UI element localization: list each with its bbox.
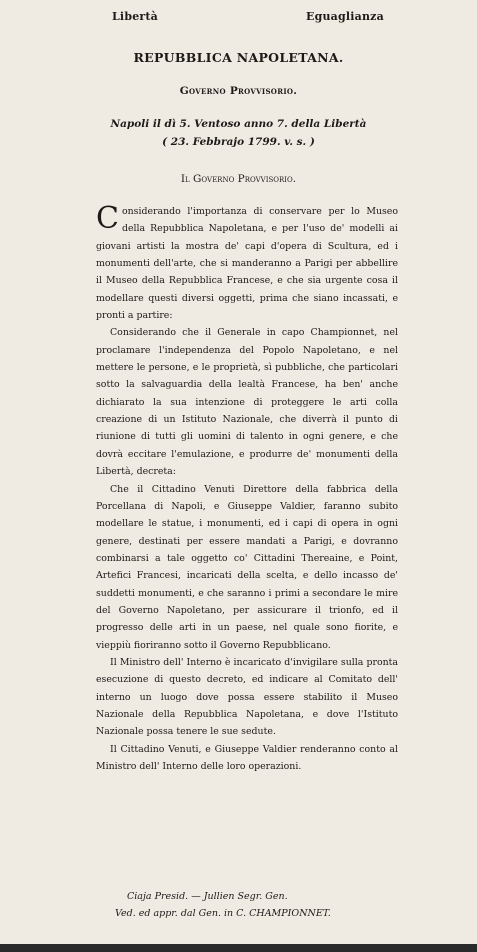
signature-president: Ciaja Presid. — Jullien Segr. Gen. [127, 891, 288, 902]
decree-paragraph: Il Cittadino Venuti, e Giuseppe Valdier renderanno conto al Ministro dell' Interno delle loro operazioni. [96, 743, 398, 772]
decree-body [96, 203, 398, 775]
motto-liberta: Libertà [112, 10, 159, 23]
signature-approval: Ved. ed appr. dal Gen. in C. CHAMPIONNET. [115, 908, 331, 919]
government-title: Governo Provvisorio. [179, 85, 298, 97]
date-gregorian: ( 23. Febbrajo 1799. v. s. ) [162, 136, 315, 148]
drop-cap: C [96, 201, 119, 236]
republic-title: REPUBBLICA NAPOLETANA. [133, 50, 344, 65]
scan-bottom-edge [0, 944, 477, 952]
decree-paragraph: Che il Cittadino Venuti Direttore della fabbrica della Porcellana di Napoli, e Giuseppe Valdier, faranno subito modellare le statue, i monumenti, ed i capi di opera in ogni genere, destinati per essere mandati a Parigi, e dovranno combinarsi a tale oggetto co' Cittadini Thereaine, e Point, Artefici Francesi, incaricati della scelta, e dello incasso de' suddetti monumenti, e che saranno i primi a secondare le mire del Governo Napoletano, per assicurare il trionfo, ed il progresso delle arti in un paese, nel quale sono fiorite, e vieppiù fioriranno sotto il Governo Repubblicano. [96, 483, 398, 651]
issuer-heading: Il Governo Provvisorio. [180, 173, 297, 185]
decree-paragraph: Considerando che il Generale in capo Championnet, nel proclamare l'independenza del Popolo Napoletano, e nel mettere le persone, e le proprietà, sì pubbliche, che particolari sotto la salvaguardia della lealtà Francese, ha ben' anche dichiarato la sua intenzione di proteggere le arti colla creazione di un Istituto Nazionale, che diverrà il punto di riunione di tutti gli uomini di talento in ogni genere, e che dovrà eccitare l'emulazione, e produrre de' monumenti della Libertà, decreta: [96, 327, 398, 478]
decree-paragraph: Il Ministro dell' Interno è incaricato d'invigilare sulla pronta esecuzione di questo decreto, ed indicare al Comitato dell' interno un luogo dove possa essere stabilito il Museo Nazionale della Repubblica Napoletana, e dove l'Istituto Nazionale possa tenere le sue sedute. [96, 656, 398, 738]
paragraph-text: onsiderando l'importanza di conservare per lo Museo della Repubblica Napoletana, e per l'uso de' modelli ai giovani artisti la mostra de' capi d'opera di Scultura, ed i monumenti dell'arte, che si manderanno a Parigi per abbellire il Museo della Repubblica Francese, e che sia urgente cosa il modellare questi diversi oggetti, prima che siano incassati, e pronti a partire: [96, 206, 398, 322]
decree-paragraph [96, 203, 398, 324]
motto-eguaglianza: Eguaglianza [306, 10, 384, 23]
date-republican: Napoli il dì 5. Ventoso anno 7. della Libertà [110, 118, 367, 130]
